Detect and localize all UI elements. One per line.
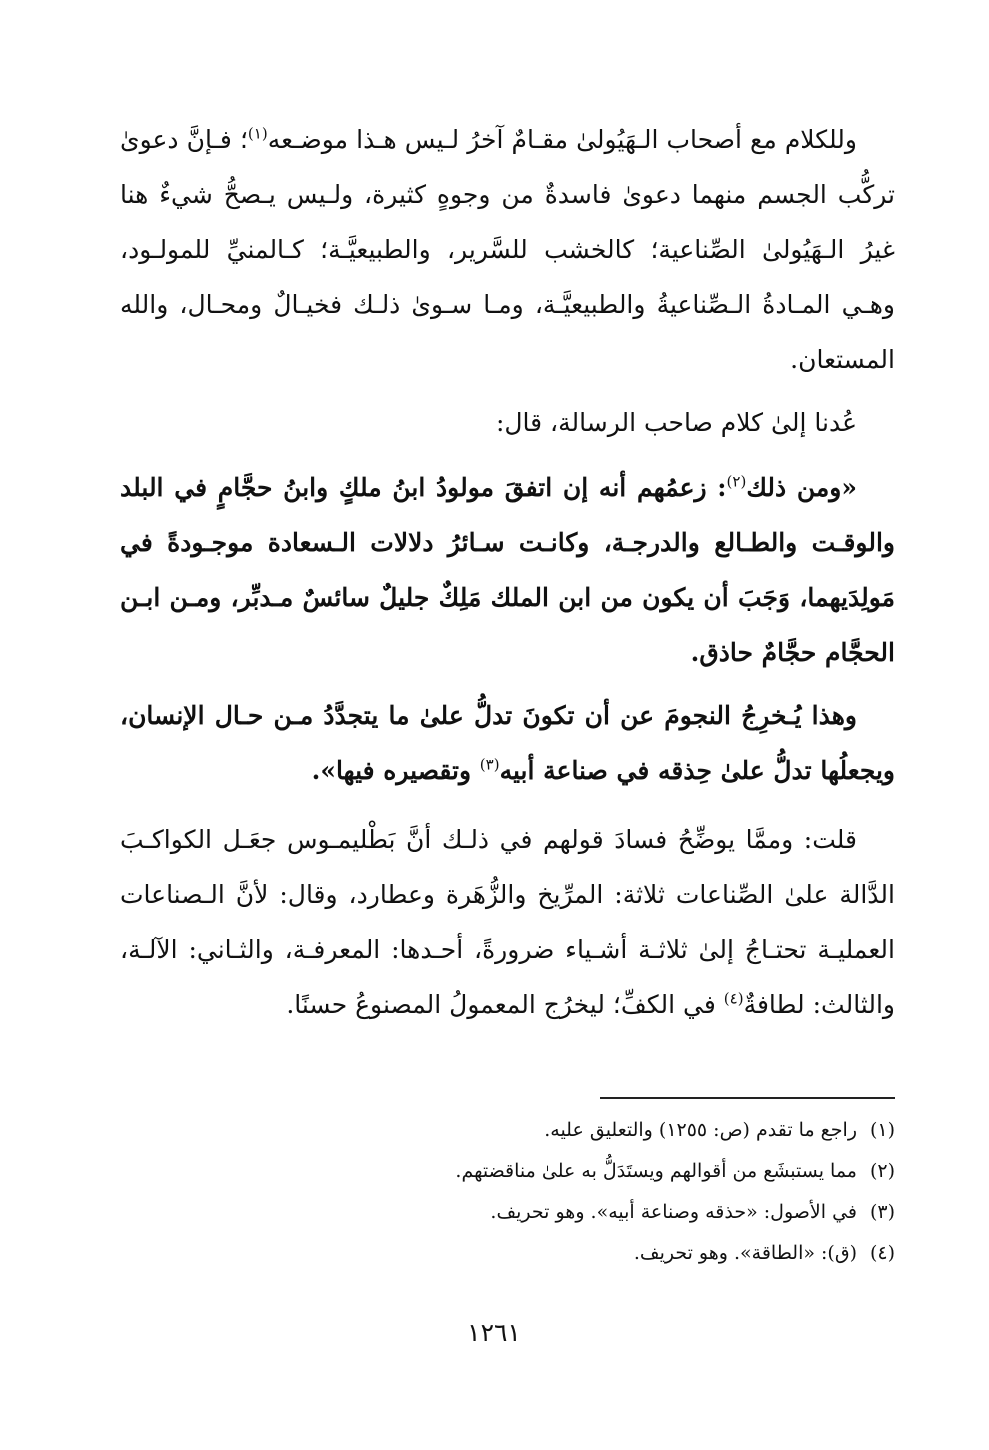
paragraph-return <box>120 395 895 450</box>
footnote-ref-1[interactable]: (١) <box>247 124 268 143</box>
paragraph-hyle <box>120 112 895 387</box>
footnote-text: راجع ما تقدم (ص: ١٢٥٥) والتعليق عليه. <box>544 1119 857 1141</box>
main-text <box>120 112 895 1032</box>
footnote-item <box>300 1151 895 1192</box>
paragraph-text: عُدنا إلىٰ كلام صاحب الرسالة، قال: <box>495 408 857 437</box>
paragraph-rebuttal <box>120 812 895 1032</box>
paragraph-text: وتقصيره فيها». <box>311 756 480 785</box>
paragraph-text: «ومن ذلك <box>746 473 857 502</box>
paragraph-text: وللكلام مع أصحاب الـهَيُولىٰ مقـامٌ آخرُ لـيس هـذا موضـعه <box>267 125 858 154</box>
footnote-number: (٤) <box>869 1242 895 1264</box>
paragraph-text: قلت: وممَّا يوضِّحُ فسادَ قولهم في ذلـك أنَّ بَطْليمـوس جعَـل الكواكـبَ الدَّالة علىٰ الصِّناعات ثلاثة: المرِّيخ والزُّهَرة وعطارد، وقال: لأنَّ الـصناعات العمليـة تحتـاجُ إلىٰ ثلاثـة أشـياء ضرورةً، أحـدها: المعرفـة، والثـاني: الآلـة، والثالث: لطافةٌ <box>120 825 895 1019</box>
paragraph-quote <box>120 460 895 680</box>
footnote-number: (٢) <box>869 1160 895 1182</box>
paragraph-quote-continued <box>120 688 895 798</box>
footnote-ref-2[interactable]: (٢) <box>726 472 747 491</box>
footnote-ref-3[interactable]: (٣) <box>479 755 500 774</box>
footnote-item <box>300 1110 895 1151</box>
footnote-item <box>300 1233 895 1274</box>
footnotes <box>300 1110 895 1274</box>
footnote-item <box>300 1192 895 1233</box>
footnote-text: (ق): «الطاقة». وهو تحريف. <box>633 1242 857 1264</box>
paragraph-text: : زعمُهم أنه إن اتفقَ مولودُ ابنُ ملكٍ وابنُ حجَّامٍ في البلد والوقـت والطـالع والدرجـة، وكانـت سـائرُ دلالات الـسعادة موجـودةً في مَولِدَيهما، وَجَبَ أن يكون من ابن الملك مَلِكٌ جليلٌ سائسٌ مـدبِّر، ومـن ابـن الحجَّام حجَّامٌ حاذق. <box>120 473 895 667</box>
paragraph-text: في الكفِّ؛ ليخرُج المعمولُ المصنوعُ حسنًا. <box>286 990 724 1019</box>
paragraph-text: ؛ فـإنَّ دعوىٰ تركُّب الجسم منهما دعوىٰ فاسدةٌ من وجوهٍ كثيرة، ولـيس يـصحُّ شيءٌ هنا غيرُ الـهَيُولىٰ الصِّناعية؛ كالخشب للسَّرير، والطبيعيَّـة؛ كـالمنيِّ للمولـود، وهـي المـادةُ الـصِّناعيةُ والطبيعيَّـة، ومـا سـوىٰ ذلـك فخيـالٌ ومحـال، والله المستعان. <box>120 125 895 374</box>
page-number: ١٢٦١ <box>467 1318 521 1347</box>
footnote-number: (١) <box>869 1119 895 1141</box>
footnote-separator <box>600 1097 895 1099</box>
footnote-ref-4[interactable]: (٤) <box>723 989 744 1008</box>
paragraph-text: وهذا يُـخرِجُ النجومَ عن أن تكونَ تدلُّ علىٰ ما يتجدَّدُ مـن حـال الإنسان، ويجعلُها تدلُّ علىٰ حِذقه في صناعة أبيه <box>120 701 895 785</box>
footnote-text: مما يستبشَع من أقوالهم ويستَدَلُّ به علىٰ مناقضتهم. <box>455 1160 857 1182</box>
footnote-text: في الأصول: «حذقه وصناعة أبيه». وهو تحريف. <box>490 1201 857 1223</box>
footnote-number: (٣) <box>869 1201 895 1223</box>
